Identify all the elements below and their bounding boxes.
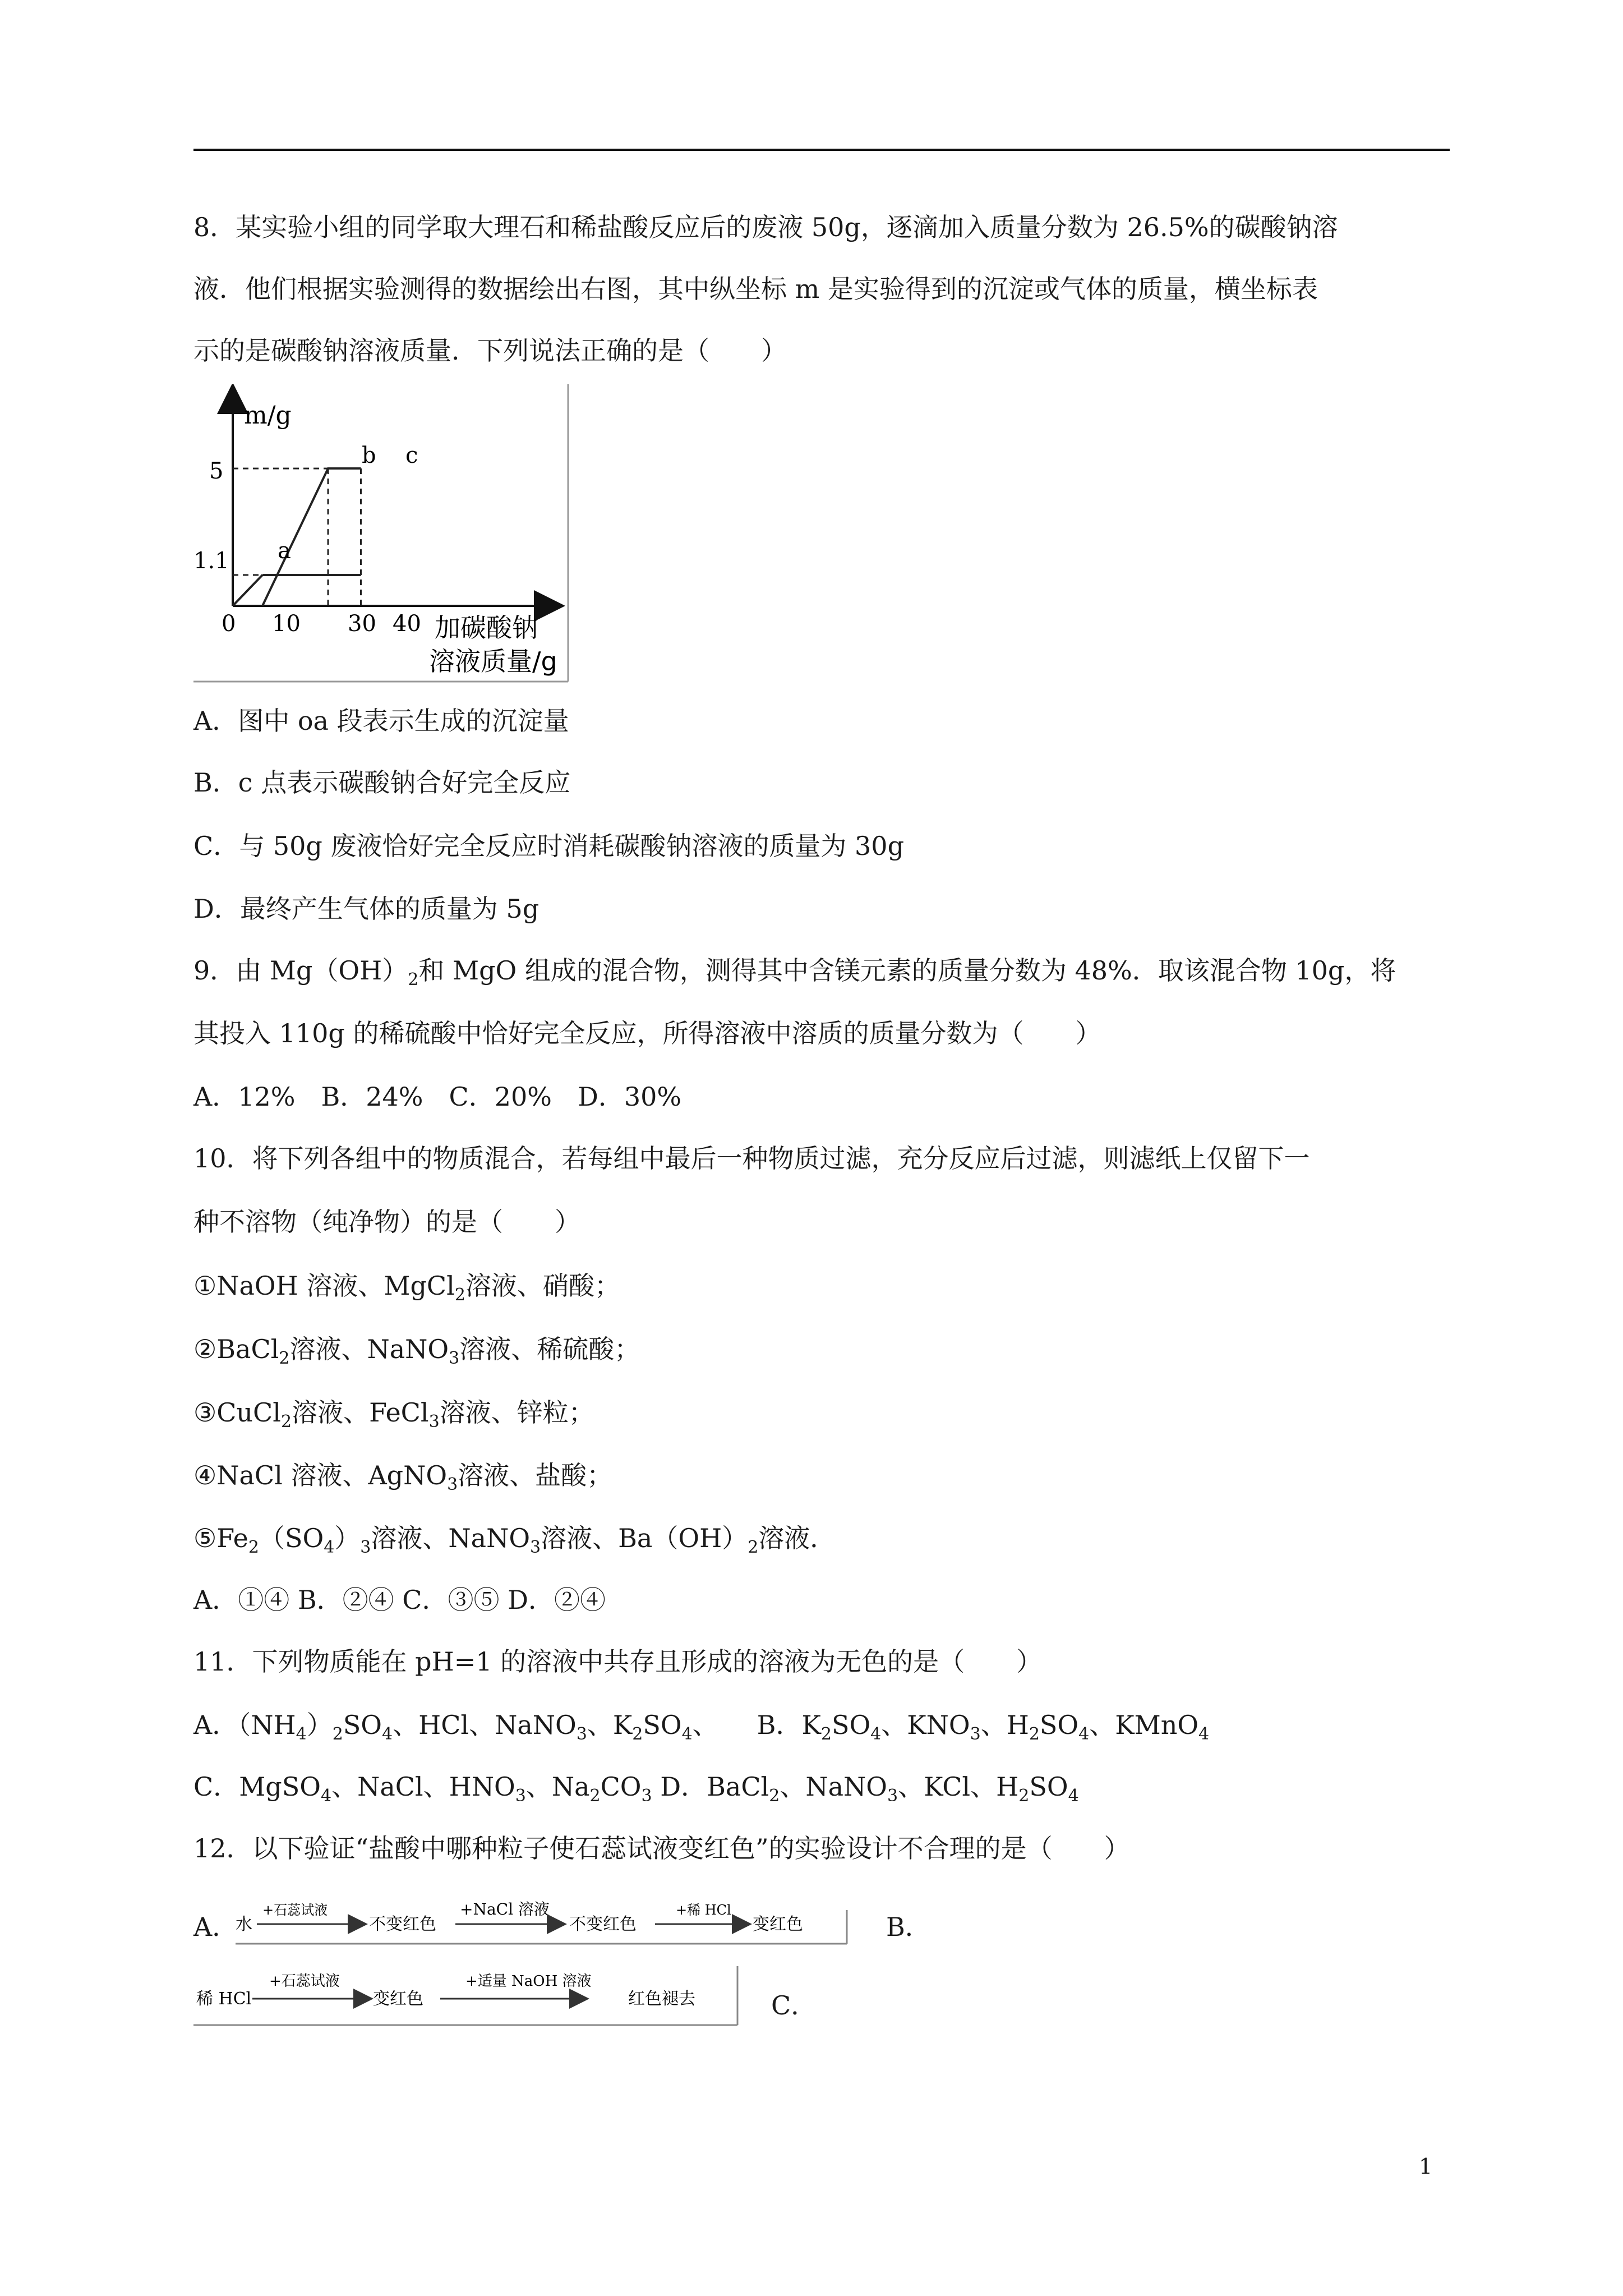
q10-item-1: ①NaOH 溶液、MgCl$_2$溶液、硝酸； <box>193 1271 620 1305</box>
flow-b-start: 稀 HCl <box>196 1989 252 2009</box>
x-axis-label-1: 加碳酸钠 <box>435 613 538 643</box>
q11-line1: 11．下列物质能在 pH=1 的溶液中共存且形成的溶液为无色的是（ ） <box>193 1646 1043 1677</box>
flow-b-result2: 红色褪去 <box>628 1989 695 2009</box>
q10-line2: 种不溶物（纯净物）的是（ ） <box>193 1207 580 1237</box>
flow-a-step2: +NaCl 溶液 <box>460 1900 550 1918</box>
q12-option-a-label: A． <box>193 1912 238 1942</box>
flow-a-step3: +稀 HCl <box>676 1902 731 1918</box>
q9-options: A．12% B．24% C．20% D．30% <box>193 1082 682 1112</box>
point-label-b: b <box>362 443 376 468</box>
q10-item-3: ③CuCl$_2$溶液、FeCl$_3$溶液、锌粒； <box>193 1397 594 1432</box>
q8-option-c: C．与 50g 废液恰好完全反应时消耗碳酸钠溶液的质量为 30g <box>193 831 905 861</box>
flow-a-start: 水 <box>236 1915 252 1934</box>
q12-flow-b <box>193 1966 743 2033</box>
point-label-a: a <box>278 538 291 564</box>
x-tick-10: 10 <box>272 611 301 637</box>
q10-item-2: ②BaCl$_2$溶液、NaNO$_3$溶液、稀硫酸； <box>193 1334 640 1368</box>
page-number: 1 <box>1419 2154 1433 2179</box>
q10-line1: 10．将下列各组中的物质混合，若每组中最后一种物质过滤，充分反应后过滤，则滤纸上仅留下一 <box>193 1143 1310 1174</box>
q8-line1: 8．某实验小组的同学取大理石和稀盐酸反应后的废液 50g，逐滴加入质量分数为 26.5%的碳酸钠溶 <box>193 212 1338 242</box>
flow-b-result1: 变红色 <box>373 1989 423 2009</box>
point-label-c: c <box>405 443 418 468</box>
y-tick-5: 5 <box>209 458 224 484</box>
y-tick-1.1: 1.1 <box>193 548 229 574</box>
y-axis-label: m/g <box>244 401 292 430</box>
flow-a-step1: +石蕊试液 <box>262 1902 328 1918</box>
q8-option-a: A．图中 oa 段表示生成的沉淀量 <box>193 706 569 736</box>
q12-option-b-label: B． <box>886 1912 931 1942</box>
q12-flow-a <box>236 1893 852 1955</box>
flow-a-result1: 不变红色 <box>369 1915 436 1934</box>
q10-item-5: $⑤Fe_2(SO_4)_3$溶液、NaNO$_3$溶液、$Ba(OH)_2$溶液． <box>193 1523 836 1557</box>
q12-option-c-label: C． <box>771 1990 817 2021</box>
q10-item-4: ④NaCl 溶液、AgNO$_3$溶液、盐酸； <box>193 1460 613 1494</box>
flow-b-step1: +石蕊试液 <box>269 1973 340 1990</box>
flow-a-result3: 变红色 <box>753 1915 803 1934</box>
q8-line2: 液．他们根据实验测得的数据绘出右图，其中纵坐标 m 是实验得到的沉淀或气体的质量，横坐标表 <box>193 274 1318 304</box>
q10-options: A．①④ B．②④ C．③⑤ D．②④ <box>193 1585 606 1615</box>
flow-a-result2: 不变红色 <box>569 1915 637 1934</box>
header-rule <box>193 149 1450 151</box>
x-tick-0: 0 <box>222 611 236 637</box>
q9-line2: 其投入 110g 的稀硫酸中恰好完全反应，所得溶液中溶质的质量分数为（ ） <box>193 1018 1101 1048</box>
q11-options-cd: C．MgSO$_4$、NaCl、$HNO_3$、$Na_2CO_3$ D．BaCl$_2$、NaNO$_3$、KCl、$H_2SO_4$ <box>193 1772 1079 1806</box>
x-tick-40: 40 <box>393 611 421 637</box>
q11-options-ab: A．$(NH_4)_2SO_4$、HCl、NaNO$_3$、$K_2SO_4$、 B．$K_2SO_4$、$KNO_3$、$H_2SO_4$、KMnO$_4$ <box>193 1710 1210 1744</box>
x-tick-30: 30 <box>348 611 376 637</box>
x-axis-label-2: 溶液质量/g <box>429 646 557 677</box>
series-line-3 <box>262 468 361 606</box>
q12-line1: 12．以下验证“盐酸中哪种粒子使石蕊试液变红色”的实验设计不合理的是（ ） <box>193 1833 1130 1864</box>
flow-b-step2: +适量 NaOH 溶液 <box>465 1973 592 1990</box>
q8-chart <box>193 384 575 687</box>
q9-line1: 9．由 $Mg(OH)_2$和 MgO 组成的混合物，测得其中含镁元素的质量分数为 48%．取该混合物 10g，将 <box>193 955 1396 990</box>
series-line-1 <box>233 575 262 606</box>
q8-option-b: B．c 点表示碳酸钠合好完全反应 <box>193 767 571 798</box>
q8-line3: 示的是碳酸钠溶液质量．下列说法正确的是（ ） <box>193 335 787 366</box>
q8-option-d: D．最终产生气体的质量为 5g <box>193 894 540 924</box>
